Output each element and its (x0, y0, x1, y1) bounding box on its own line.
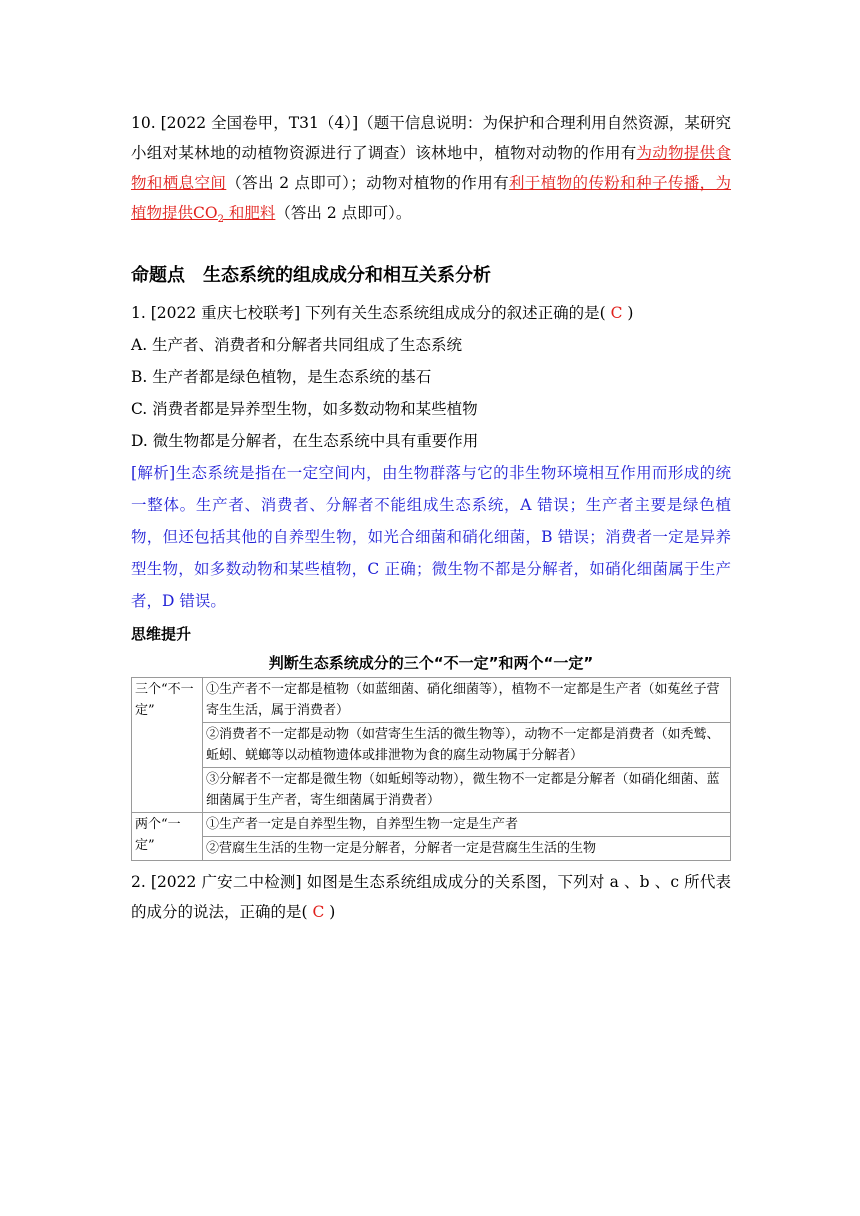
ecosystem-components-table (131, 677, 731, 861)
q1-option-d: D. 微生物都是分解者，在生态系统中具有重要作用 (131, 432, 479, 451)
table-title: 判断生态系统成分的三个“不一定”和两个“一定” (268, 654, 594, 673)
q1-answer: C (605, 304, 628, 323)
q10-answer-2b: 和肥料 (223, 204, 276, 222)
question-2-stem (131, 867, 731, 927)
q10-middle: （答出 2 点即可）；动物对植物的作用有 (226, 174, 510, 192)
table-row (132, 837, 731, 861)
q2-stem-end: ) (329, 903, 336, 922)
q1-option-a: A. 生产者、消费者和分解者共同组成了生态系统 (131, 336, 463, 355)
document-page (131, 108, 731, 927)
group1-row-2: ②消费者不一定都是动物（如营寄生生活的微生物等），动物不一定都是消费者（如秃鹫、蚯蚓、蜣螂等以动植物遗体或排泄物为食的腐生动物属于分解者） (203, 723, 731, 768)
q1-option-c: C. 消费者都是异养型生物，如多数动物和某些植物 (131, 400, 478, 419)
q1-stem-end: ) (627, 304, 634, 323)
q1-analysis: [解析]生态系统是指在一定空间内，由生物群落与它的非生物环境相互作用而形成的统一整体。生产者、消费者、分解者不能组成生态系统，A 错误；生产者主要是绿色植物，但还包括其他的自养型生物，如光合细菌和硝化细菌，B 错误；消费者一定是异养型生物，如多数动物和某些植物，C 正确；微生物不都是分解者，如硝化细菌属于生产者，D 错误。 (131, 464, 731, 611)
table-row (132, 678, 731, 723)
table-row (132, 723, 731, 768)
q10-answer-1: 为动物提供食物和栖息空间 (131, 144, 731, 192)
q10-answer-2a: 利于植物的传粉和种子传播，为植物提供CO (131, 174, 731, 222)
group1-label: 三个“不一定” (132, 678, 203, 813)
table-row (132, 768, 731, 813)
question-10 (131, 108, 731, 235)
thinking-label: 思维提升 (131, 625, 192, 644)
q10-prefix: 10. [2022 全国卷甲，T31（4）]（题干信息说明：为保护和合理利用自然资源，某研究小组对某林地的动植物资源进行了调查）该林地中，植物对动物的作用有 (131, 114, 731, 162)
q2-answer: C (307, 903, 330, 922)
q10-answer-2-sub: 2 (217, 214, 224, 226)
group2-row-2: ②营腐生生活的生物一定是分解者，分解者一定是营腐生生活的生物 (203, 837, 731, 861)
group1-row-1: ①生产者不一定都是植物（如蓝细菌、硝化细菌等），植物不一定都是生产者（如菟丝子营寄生生活，属于消费者） (203, 678, 731, 723)
q2-stem-text: 2. [2022 广安二中检测] 如图是生态系统组成成分的关系图，下列对 a 、b 、c 所代表的成分的说法，正确的是( (131, 873, 731, 922)
group2-label: 两个“一定” (132, 813, 203, 861)
q10-suffix: （答出 2 点即可）。 (275, 204, 412, 222)
question-1-stem (131, 297, 731, 329)
q1-option-b: B. 生产者都是绿色植物，是生态系统的基石 (131, 368, 432, 387)
group2-row-1: ①生产者一定是自养型生物，自养型生物一定是生产者 (203, 813, 731, 837)
table-row (132, 813, 731, 837)
section-heading: 命题点 生态系统的组成成分和相互关系分析 (131, 265, 491, 287)
q1-stem-text: 1. [2022 重庆七校联考] 下列有关生态系统组成成分的叙述正确的是( (131, 304, 606, 323)
group1-row-3: ③分解者不一定都是微生物（如蚯蚓等动物），微生物不一定都是分解者（如硝化细菌、蓝细菌属于生产者，寄生细菌属于消费者） (203, 768, 731, 813)
